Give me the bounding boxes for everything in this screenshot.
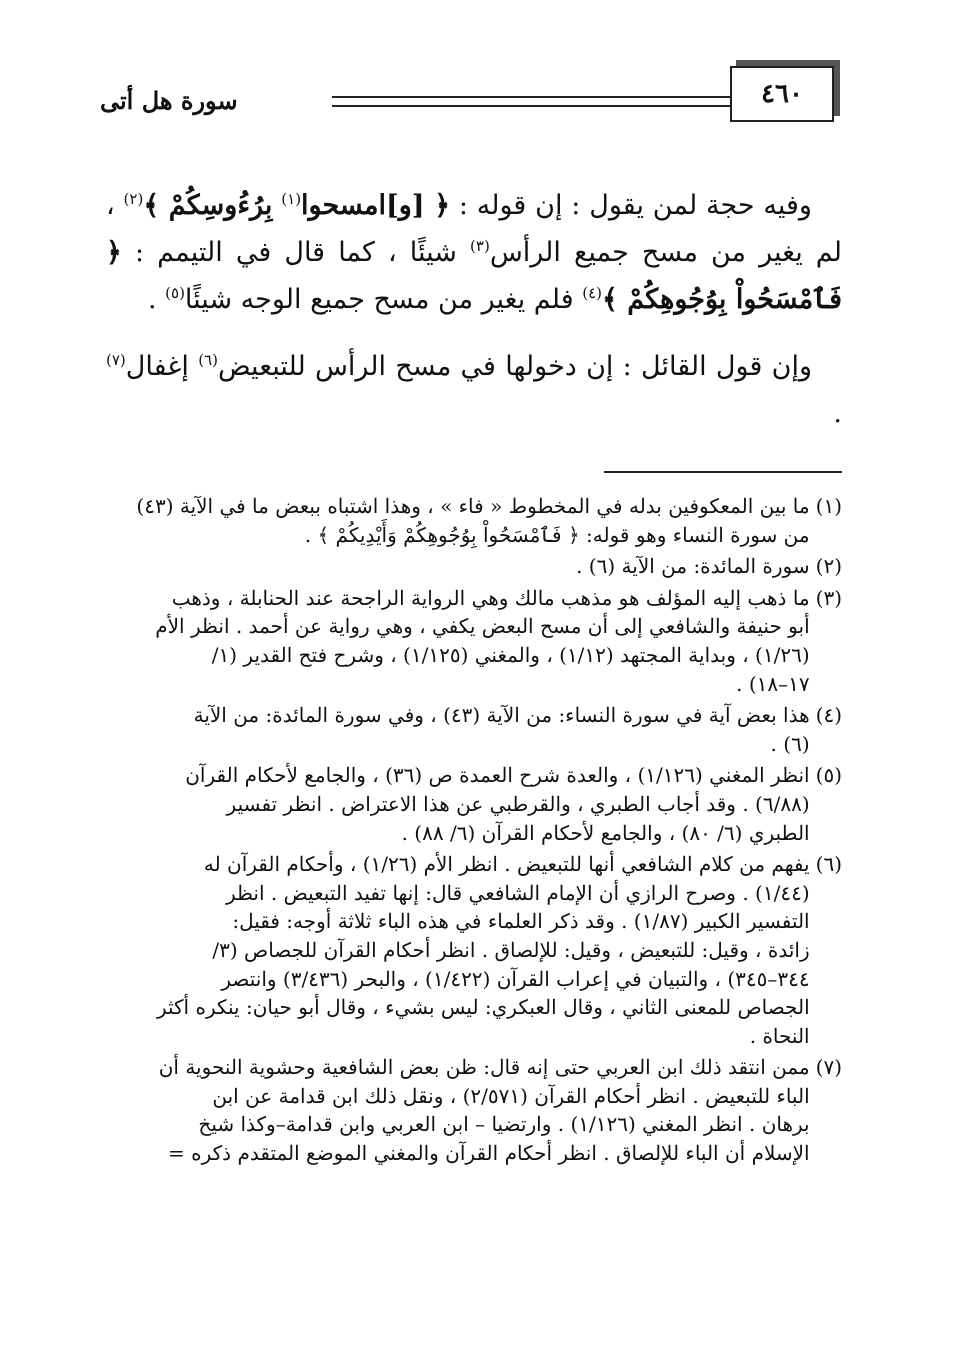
footnote-7: (٧) ممن انتقد ذلك ابن العربي حتى إنه قال: ظن بعض الشافعية وحشوية النحوية أن الباء للتبعيض . انظر أحكام القرآن (٢/٥٧١) ، ونقل ذلك ابن قدامة عن ابن برهان . انظر المغني (١/١٢٦) . وارتضيا – ابن العربي وابن قدامة–وكذا شيخ الإسلام أن الباء للإلصاق . انظر أحكام القرآن والمغني الموضع المتقدم ذكره = [106, 1053, 842, 1167]
quran-quote: بِرُءُوسِكُمْ ﴾ [143, 190, 273, 221]
footnote-6: (٦) يفهم من كلام الشافعي أنها للتبعيض . انظر الأم (١/٢٦) ، وأحكام القرآن له (١/٤٤) . وصرح الرازي أن الإمام الشافعي قال: إنها تفيد التبعيض . انظر التفسير الكبير (١/٨٧) . وقد ذكر العلماء في هذه الباء ثلاثة أوجه: فقيل: زائدة ، وقيل: للتبعيض ، وقيل: للإلصاق . انظر أحكام القرآن للجصاص (٣/ ٣٤٤–٣٤٥) ، والتبيان في إعراب القرآن (١/٤٢٢) ، والبحر (٣/٤٣٦) وانتصر الجصاص للمعنى الثاني ، وقال العبكري: ليس بشيء ، وقال أبو حيان: ينكره أكثر النحاة . [106, 850, 842, 1050]
page-number-text: ٤٦٠ [761, 79, 803, 109]
header-rule [332, 96, 730, 107]
footnote-ref[interactable]: (٧) [106, 351, 126, 369]
footnote-1: (١) ما بين المعكوفين بدله في المخطوط « فاء » ، وهذا اشتباه ببعض ما في الآية (٤٣) من سورة النساء وهو قوله: ﴿ فَٱمْسَحُواْ بِوُجُوهِكُمْ وَأَيْدِيكُمْ ﴾ . [106, 492, 842, 549]
main-paragraph-1: وفيه حجة لمن يقول : إن قوله : ﴿ [و]امسحوا$^{(١)}$ بِرُءُوسِكُمْ ﴾$^{(٢)}$ ، لم يغير من مسح جميع الرأس$^{(٣)}$ شيئًا ، كما قال في التيمم : ﴿ فَٱمْسَحُواْ بِوُجُوهِكُمْ ﴾$^{(٤)}$ فلم يغير من مسح جميع الوجه شيئًا$^{(٥)}$ . [106, 190, 842, 315]
footnote-5: (٥) انظر المغني (١/١٢٦) ، والعدة شرح العمدة ص (٣٦) ، والجامع لأحكام القرآن (٦/٨٨) . وقد أجاب الطبري ، والقرطبي عن هذا الاعتراض . انظر تفسير الطبري (٦/ ٨٠) ، والجامع لأحكام القرآن (٦/ ٨٨) . [106, 761, 842, 847]
footnote-ref[interactable]: (٦) [198, 351, 218, 369]
footnotes [106, 492, 842, 1171]
main-text [106, 182, 842, 457]
footnote-ref[interactable]: (٥) [165, 284, 185, 302]
footnote-3: (٣) ما ذهب إليه المؤلف هو مذهب مالك وهي الرواية الراجحة عند الحنابلة ، وذهب أبو حنيفة والشافعي إلى أن مسح البعض يكفي ، وهي رواية عن أحمد . انظر الأم (١/٢٦) ، وبداية المجتهد (١/١٢) ، والمغني (١/١٢٥) ، وشرح فتح القدير (١/ ١٧–١٨) . [106, 584, 842, 698]
footnote-number: (٧) [815, 1055, 842, 1080]
footnote-number: (١) [815, 494, 842, 518]
footnote-ref[interactable]: (٣) [470, 237, 490, 255]
footnote-ref[interactable]: (١) [281, 190, 302, 208]
quran-quote: ﴿ فَٱمْسَحُواْ بِوُجُوهِكُمْ ﴾ [106, 237, 842, 315]
footnote-number: (٢) [815, 554, 842, 579]
footnote-2: (٢) سورة المائدة: من الآية (٦) . [106, 552, 842, 581]
footnote-4: (٤) هذا بعض آية في سورة النساء: من الآية (٤٣) ، وفي سورة المائدة: من الآية (٦) . [106, 701, 842, 758]
page-number [730, 66, 834, 122]
footnote-separator [604, 471, 842, 473]
footnote-number: (٣) [815, 585, 842, 610]
footnote-ref[interactable]: (٢) [123, 190, 144, 208]
footnote-ref[interactable]: (٤) [582, 284, 602, 302]
main-paragraph-2: وإن قول القائل : إن دخولها في مسح الرأس للتبعيض$^{(٦)}$ إغفال$^{(٧)}$ . [106, 351, 842, 429]
quran-quote: ﴿ [و]امسحوا [301, 190, 451, 221]
footnote-number: (٤) [815, 703, 842, 728]
footnote-number: (٥) [815, 763, 842, 788]
surah-title: سورة هل أتى [100, 86, 238, 115]
footnote-number: (٦) [815, 852, 842, 877]
